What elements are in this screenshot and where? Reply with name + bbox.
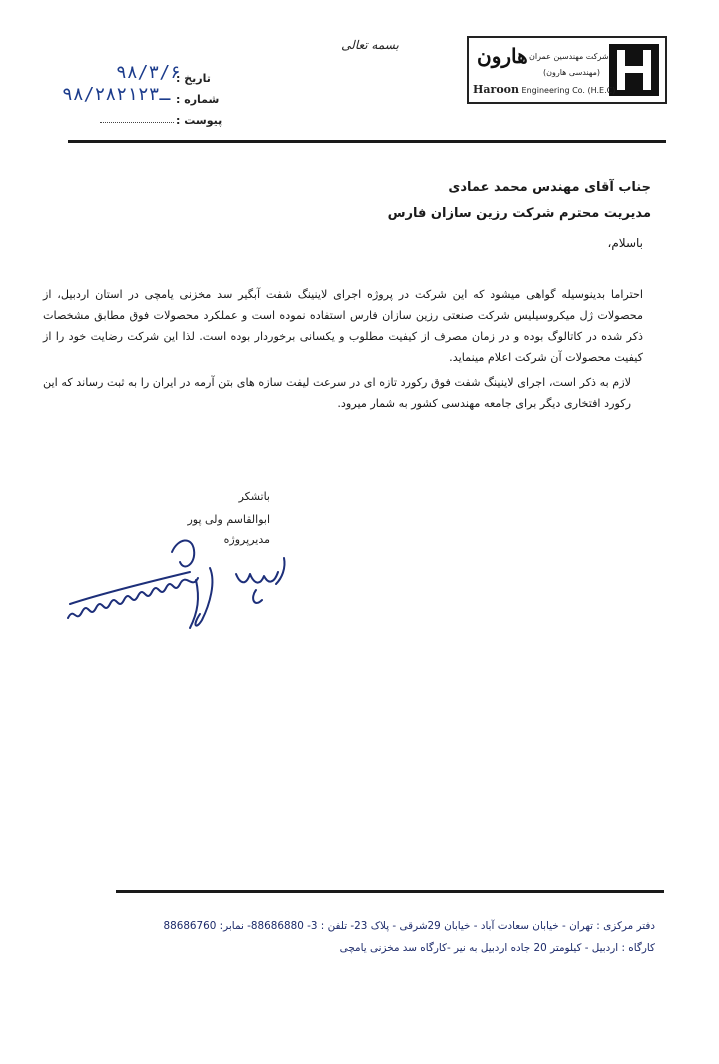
greeting: باسلام، — [607, 236, 643, 250]
date-label: تاریخ : — [176, 72, 211, 85]
logo-brand-en: Haroon — [473, 83, 519, 96]
signer-name: ابوالقاسم ولی پور — [187, 513, 270, 526]
number-value: ۹۸/۲۸ـ۲۱۲۳ — [62, 84, 171, 105]
footer-site-address: کارگاه : اردبیل - کیلومتر 20 جاده اردبیل به نیر -کارگاه سد مخزنی یامچی — [339, 942, 655, 954]
attachment-blank — [100, 122, 174, 123]
logo-company-name-en — [473, 83, 615, 96]
footer-office-address: دفتر مرکزی : تهران - خیابان سعادت آباد - خیابان 29شرقی - پلاک 23- تلفن : 3- 88686880- نمابر: 88686760 — [163, 920, 655, 932]
header-rule — [68, 140, 666, 143]
date-value: ۹۸/۳/۶ — [116, 62, 182, 83]
recipient-line: جناب آقای مهندس محمد عمادی — [448, 180, 651, 195]
logo-emblem-icon — [609, 44, 659, 96]
bismillah: بسمه تعالی — [341, 38, 399, 52]
logo-company-name-fa: شرکت مهندسین عمران — [529, 52, 609, 61]
attachment-label: پیوست : — [176, 114, 223, 127]
footer-rule — [116, 890, 664, 893]
paragraph-2: لازم به ذکر است، اجرای لاینینگ شفت فوق رکورد تازه ای در سرعت لیفت سازه های بتن آرمه در ایران را به ثبت رساند که این رکورد افتخاری دیگر برای جامعه مهندسی کشور به شمار میرود. — [43, 376, 631, 410]
logo-company-suffix-en: Engineering Co. (H.E.C) — [521, 86, 616, 95]
signer-role: مدیرپروژه — [223, 533, 270, 546]
handwritten-signature — [60, 528, 310, 640]
number-label: شماره : — [176, 93, 220, 106]
logo-wordmark: هارون — [477, 44, 528, 68]
logo-company-subname-fa: (مهندسی هارون) — [543, 68, 600, 77]
recipient-title: مدیریت محترم شرکت رزین سازان فارس — [387, 206, 651, 221]
closing: باتشکر — [238, 490, 270, 503]
company-logo — [467, 36, 667, 104]
paragraph-1: احتراما بدینوسیله گواهی میشود که این شرکت در پروژه اجرای لاینینگ شفت آبگیر سد مخزنی یامچی در استان اردبیل، از محصولات ژل میکروسیلیس شرکت صنعتی رزین سازان فارس استفاده نموده است و عملکرد محصولات فوق مطابق مشخصات ذکر شده در کاتالوگ بوده و در زمان مصرف از کیفیت مطلوب و یکسانی برخوردار بوده است. لذا این شرکت رضایت خود را از کیفیت محصولات آن شرکت اعلام مینماید. — [43, 288, 643, 364]
